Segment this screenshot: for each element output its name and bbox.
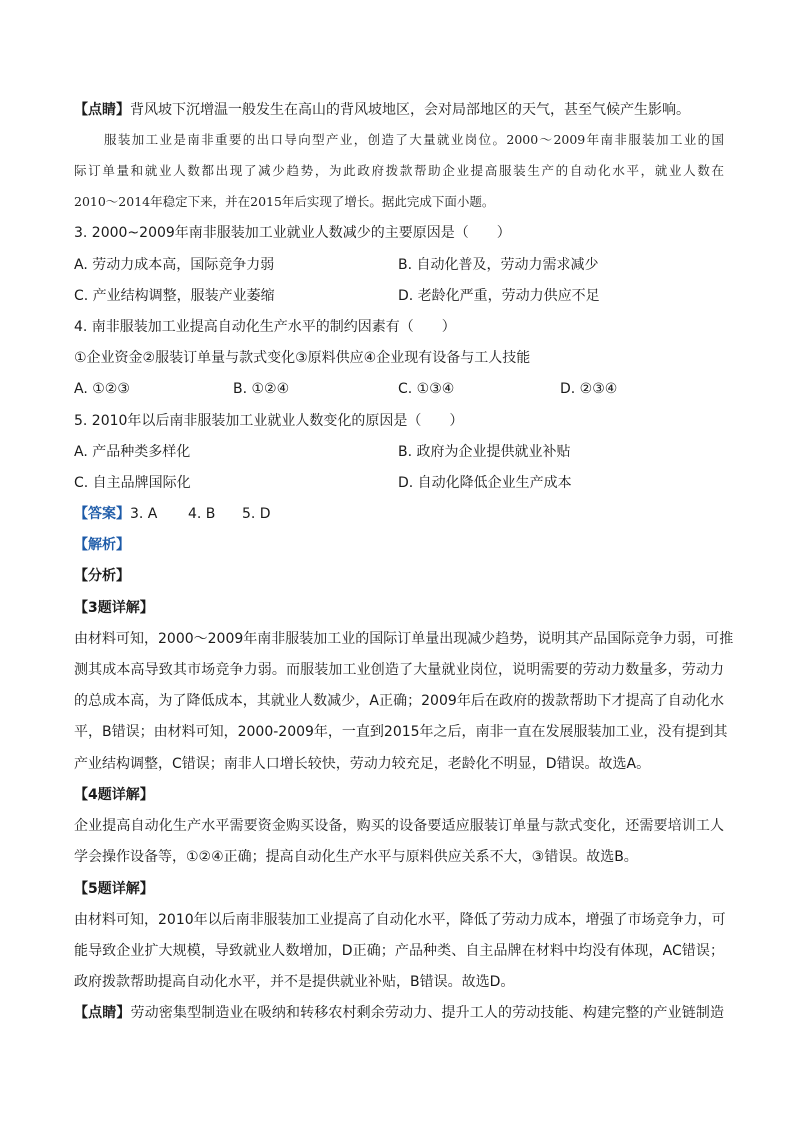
d3-line-3: 的总成本高，为了降低成本，其就业人数减少，A正确；2009年后在政府的拨款帮助下才提高了自动化水 (74, 693, 724, 709)
d3-line-1: 由材料可知，2000～2009年南非服装加工业的国际订单量出现减少趋势，说明其产品国际竞争力弱，可推 (74, 631, 734, 647)
answer-5: 5. D (242, 506, 271, 522)
q5-option-a: A. 产品种类多样化 (74, 444, 191, 460)
q5-stem: 5. 2010年以后南非服装加工业就业人数变化的原因是（ ） (74, 413, 464, 429)
d4-line-2: 学会操作设备等，①②④正确；提高自动化生产水平与原料供应关系不大，③错误。故选B。 (74, 849, 638, 865)
q4-option-b: B. ①②④ (233, 381, 290, 397)
d5-line-2: 能导致企业扩大规模，导致就业人数增加，D正确；产品种类、自主品牌在材料中均没有体现，AC错误； (74, 943, 724, 959)
q4-option-a: A. ①②③ (74, 381, 130, 397)
q5-option-b: B. 政府为企业提供就业补贴 (398, 444, 571, 460)
material-line-2: 际订单量和就业人数都出现了减少趋势，为此政府拨款帮助企业提高服装生产的自动化水平，就业人数在 (74, 163, 724, 178)
fenxi-tag: 【分析】 (74, 568, 130, 584)
tip-text: 背风坡下沉增温一般发生在高山的背风坡地区，会对局部地区的天气，甚至气候产生影响。 (130, 102, 690, 118)
q3-option-a: A. 劳动力成本高，国际竞争力弱 (74, 257, 275, 273)
q5-option-d: D. 自动化降低企业生产成本 (398, 475, 572, 491)
answer-tag: 【答案】 (74, 506, 130, 522)
q4-stem: 4. 南非服装加工业提高自动化生产水平的制约因素有（ ） (74, 319, 456, 335)
jiexi-tag: 【解析】 (74, 537, 130, 553)
answer-line (74, 505, 724, 523)
material-line-3: 2010～2014年稳定下来，并在2015年后实现了增长。据此完成下面小题。 (74, 194, 495, 209)
q3-option-d: D. 老龄化严重，劳动力供应不足 (398, 288, 600, 304)
end-tip (74, 1004, 724, 1022)
q3-stem: 3. 2000~2009年南非服装加工业就业人数减少的主要原因是（ ） (74, 225, 511, 241)
d3-line-4: 平，B错误；由材料可知，2000-2009年，一直到2015年之后，南非一直在发展服装加工业，没有提到其 (74, 724, 728, 740)
d3-line-2: 测其成本高导致其市场竞争力弱。而服装加工业创造了大量就业岗位，说明需要的劳动力数量多，劳动力 (74, 662, 724, 678)
d4-tag: 【4题详解】 (74, 787, 154, 803)
tip-tag: 【点睛】 (74, 102, 130, 118)
end-tip-tag: 【点睛】 (74, 1005, 131, 1021)
q3-option-c: C. 产业结构调整，服装产业萎缩 (74, 288, 275, 304)
end-tip-text: 劳动密集型制造业在吸纳和转移农村剩余劳动力、提升工人的劳动技能、构建完整的产业链制造 (130, 1005, 725, 1021)
d5-tag: 【5题详解】 (74, 881, 154, 897)
d4-line-1: 企业提高自动化生产水平需要资金购买设备，购买的设备要适应服装订单量与款式变化，还需要培训工人 (74, 818, 724, 834)
q4-statements: ①企业资金②服装订单量与款式变化③原料供应④企业现有设备与工人技能 (74, 350, 531, 366)
d5-line-1: 由材料可知，2010年以后南非服装加工业提高了自动化水平，降低了劳动力成本，增强了市场竞争力，可 (74, 912, 726, 928)
d5-line-3: 政府拨款帮助提高自动化水平，并不是提供就业补贴，B错误。故选D。 (74, 974, 515, 990)
d3-line-5: 产业结构调整，C错误；南非人口增长较快，劳动力较充足，老龄化不明显，D错误。故选A。 (74, 756, 651, 772)
material-line-1: 服装加工业是南非重要的出口导向型产业，创造了大量就业岗位。2000～2009年南非服装加工业的国 (104, 132, 724, 147)
answer-3: 3. A (130, 506, 158, 522)
d3-tag: 【3题详解】 (74, 600, 154, 616)
q5-option-c: C. 自主品牌国际化 (74, 475, 191, 491)
q4-option-c: C. ①③④ (398, 381, 455, 397)
intro-tip (74, 101, 724, 119)
answer-4: 4. B (188, 506, 216, 522)
q4-option-d: D. ②③④ (560, 381, 618, 397)
q3-option-b: B. 自动化普及，劳动力需求减少 (398, 257, 599, 273)
